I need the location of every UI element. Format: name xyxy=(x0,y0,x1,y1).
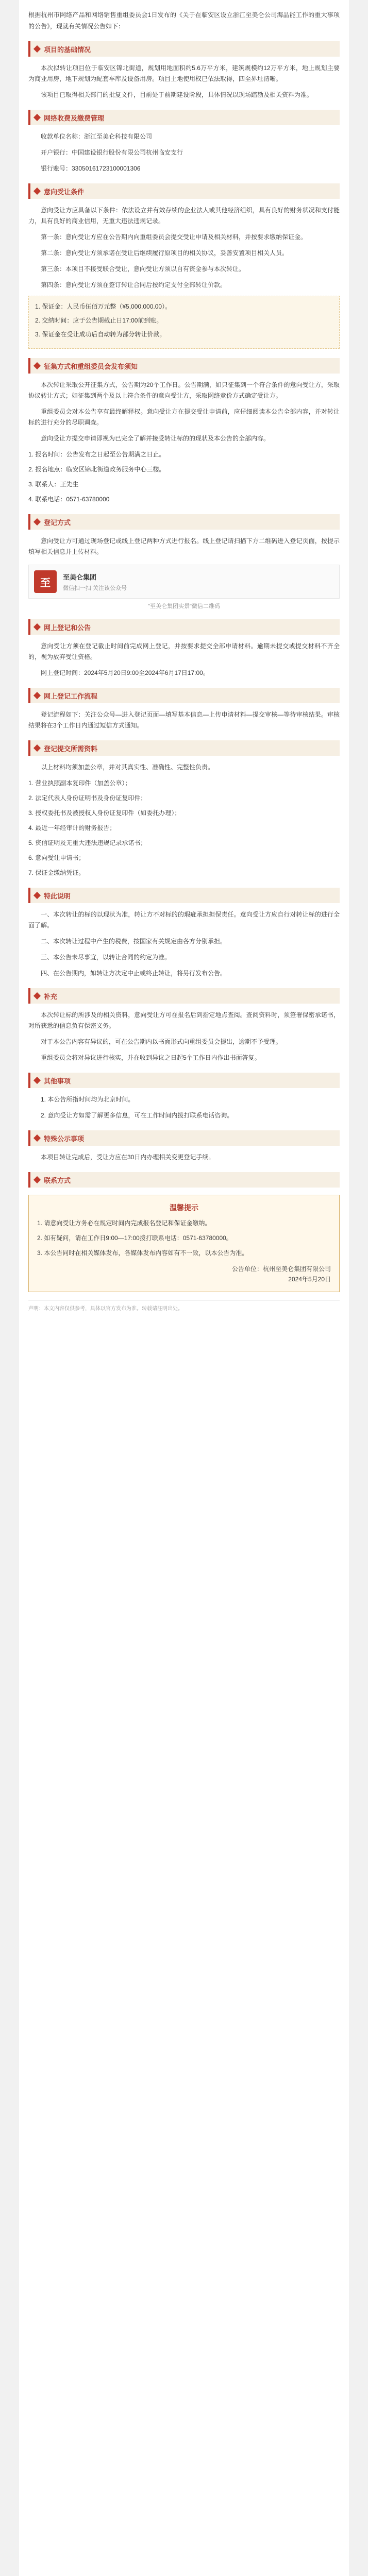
account-subtitle: 微信扫一扫 关注该公众号 xyxy=(63,585,127,591)
list-item: 3. 授权委托书及被授权人身份证复印件（如委托办理）； xyxy=(28,809,181,817)
diamond-icon xyxy=(34,188,41,195)
section-paragraph: 一、本次转让的标的以现状为准，转让方不对标的的瑕疵承担担保责任。意向受让方应自行对转让标的进行全面了解。 xyxy=(28,911,340,929)
section-paragraph: 网上登记时间：2024年5月20日9:00至2024年6月17日17:00。 xyxy=(41,669,209,676)
sections-part-1 xyxy=(28,41,340,557)
diamond-icon xyxy=(34,744,41,752)
section-title xyxy=(28,41,340,57)
notice-paragraph: 1. 请意向受让方务必在规定时间内完成报名登记和保证金缴纳。 xyxy=(37,1219,211,1227)
section-paragraph: 登记流程如下：关注公众号—进入登记页面—填写基本信息—上传申请材料—提交审核—等待审核结果。审核结果将在3个工作日内通过短信方式通知。 xyxy=(28,711,340,729)
section-title xyxy=(28,514,340,530)
qr-caption: "至美仑集团实景"微信二维码 xyxy=(148,603,220,609)
list-item: 2. 报名地点：临安区锦北街道政务服务中心三楼。 xyxy=(28,466,165,473)
list-item: 5. 资信证明及无重大违法违规记录承诺书； xyxy=(28,839,147,846)
diamond-icon xyxy=(34,114,41,121)
sections-part-2 xyxy=(28,619,340,1188)
intro-text: 根据杭州市网络产品和网络销售重组委员会1日发布的《关于在临安区设立浙江至美仑公司海晶能工作的重大事项的公告》，现就有关情况公告如下： xyxy=(28,11,340,30)
highlight-line: 3. 保证金在受让成功后自动转为部分转让价款。 xyxy=(35,331,166,338)
section-paragraph: 2. 意向受让方如需了解更多信息，可在工作时间内拨打联系电话咨询。 xyxy=(41,1112,233,1119)
list-item: 4. 联系电话：0571-63780000 xyxy=(28,496,110,503)
diamond-icon xyxy=(34,623,41,631)
notice-paragraph: 3. 本公告同时在相关媒体发布，各媒体发布内容如有不一致，以本公告为准。 xyxy=(37,1249,248,1257)
section-paragraph: 三、本公告未尽事宜，以转让合同的约定为准。 xyxy=(41,954,171,961)
section-paragraph: 意向受让方可通过现场登记或线上登记两种方式进行报名。线上登记请扫描下方二维码进入登记页面，按提示填写相关信息并上传材料。 xyxy=(28,537,340,555)
section-title xyxy=(28,740,340,756)
section-paragraph: 银行账号：33050161723100001306 xyxy=(41,165,141,172)
section-title-text: 意向受让条件 xyxy=(44,188,85,196)
qr-card[interactable] xyxy=(28,565,340,599)
section-title xyxy=(28,1073,340,1088)
diamond-icon xyxy=(34,362,41,369)
section-title-text: 项目的基础情况 xyxy=(44,45,91,54)
section-paragraph: 本次转让采取公开征集方式，公告期为20个工作日。公告期满，如只征集到一个符合条件的意向受让方，采取协议转让方式；如征集到两个及以上符合条件的意向受让方，采取网络竞价方式确定受让方。 xyxy=(28,381,340,399)
section-paragraph: 意向受让方提交申请即视为已完全了解并接受转让标的的现状及本公告的全部内容。 xyxy=(41,435,270,442)
section-title-text: 网上登记和公告 xyxy=(44,623,91,632)
section-title-text: 网络收费及缴费管理 xyxy=(44,114,105,122)
section-paragraph: 该项目已取得相关部门的批复文件，目前处于前期建设阶段，具体情况以现场踏勘及相关资料为准。 xyxy=(41,91,313,98)
highlight-line: 2. 交纳时间：应于公告期截止日17:00前到账。 xyxy=(35,317,163,324)
section-title-text: 网上登记工作流程 xyxy=(44,692,98,700)
section-title xyxy=(28,183,340,199)
notice-box xyxy=(28,1195,340,1292)
account-logo-icon: 至 xyxy=(34,570,57,593)
section-paragraph: 以上材料均须加盖公章，并对其真实性、准确性、完整性负责。 xyxy=(41,764,214,771)
list-item: 3. 联系人：王先生 xyxy=(28,481,79,488)
diamond-icon xyxy=(34,1134,41,1142)
notice-paragraphs xyxy=(37,1218,331,1259)
section-title xyxy=(28,988,340,1004)
section-paragraph: 对于本公告内容有异议的，可在公告期内以书面形式向重组委员会提出，逾期不予受理。 xyxy=(41,1038,282,1045)
list-item: 1. 报名时间：公告发布之日起至公告期满之日止。 xyxy=(28,451,165,458)
section-paragraph: 1. 本公告所指时间均为北京时间。 xyxy=(41,1096,135,1103)
list-item: 7. 保证金缴纳凭证。 xyxy=(28,869,85,876)
notice-sign-date: 2024年5月20日 xyxy=(288,1276,331,1283)
section-paragraph: 第四条：意向受让方须在签订转让合同后按约定支付全部转让价款。 xyxy=(41,281,227,289)
section-title xyxy=(28,1130,340,1146)
article xyxy=(19,0,349,2576)
section-title-text: 补充 xyxy=(44,992,58,1001)
section-title xyxy=(28,619,340,635)
section-paragraph: 本次转让标的所涉及的相关资料，意向受让方可在报名后到指定地点查阅。查阅资料时，须签署保密承诺书，对所获悉的信息负有保密义务。 xyxy=(28,1011,340,1029)
diamond-icon xyxy=(34,892,41,899)
section-paragraph: 四、在公告期内，如转让方决定中止或终止转让，将另行发布公告。 xyxy=(41,970,227,977)
section-title xyxy=(28,358,340,374)
diamond-icon xyxy=(34,518,41,526)
section-paragraph: 本次拟转让项目位于临安区锦北街道，规划用地面积约5.6万平方米，建筑规模约12万平方米，地上规划主要为商业用房，地下规划为配套车库及设备用房。项目土地使用权已依法取得，四至界址清晰。 xyxy=(28,64,340,82)
notice-sign-org: 公告单位：杭州至美仑集团有限公司 xyxy=(231,1265,331,1273)
account-name: 至美仑集团 xyxy=(63,573,97,581)
section-paragraph: 第三条：本项目不接受联合受让，意向受让方须以自有资金参与本次转让。 xyxy=(41,265,245,273)
section-paragraph: 二、本次转让过程中产生的税费，按国家有关规定由各方分别承担。 xyxy=(41,938,227,945)
diamond-icon xyxy=(34,692,41,699)
section-title xyxy=(28,688,340,703)
section-title xyxy=(28,888,340,903)
list-item: 6. 意向受让申请书； xyxy=(28,854,85,861)
section-paragraph: 重组委员会将对异议进行核实，并在收到异议之日起5个工作日内作出书面答复。 xyxy=(41,1054,261,1061)
list-item: 2. 法定代表人身份证明书及身份证复印件； xyxy=(28,794,147,802)
list-item: 1. 营业执照副本复印件（加盖公章）； xyxy=(28,779,131,787)
section-title xyxy=(28,110,340,125)
highlight-line: 1. 保证金：人民币伍佰万元整（¥5,000,000.00）。 xyxy=(35,303,172,310)
section-paragraph: 意向受让方应具备以下条件：依法设立并有效存续的企业法人或其他经济组织，具有良好的财务状况和支付能力，具有良好的商业信用，无重大违法违规记录。 xyxy=(28,207,340,225)
diamond-icon xyxy=(34,992,41,999)
section-title-text: 征集方式和重组委员会发布须知 xyxy=(44,362,138,370)
section-paragraph: 意向受让方须在登记截止时间前完成网上登记，并按要求提交全部申请材料。逾期未提交或提交材料不齐全的，视为放弃受让资格。 xyxy=(28,642,340,660)
notice-paragraph: 2. 如有疑问，请在工作日9:00—17:00拨打联系电话：0571-63780000。 xyxy=(37,1234,232,1242)
diamond-icon xyxy=(34,1176,41,1183)
section-paragraph: 重组委员会对本公告享有最终解释权。意向受让方在提交受让申请前，应仔细阅读本公告全部内容，并对转让标的进行充分的尽职调查。 xyxy=(28,408,340,426)
section-title-text: 特殊公示事项 xyxy=(44,1134,85,1143)
section-paragraph: 本项目转让完成后，受让方应在30日内办理相关变更登记手续。 xyxy=(41,1154,215,1161)
section-title-text: 登记方式 xyxy=(44,518,71,527)
section-paragraph: 第一条：意向受让方应在公告期内向重组委员会提交受让申请及相关材料，并按要求缴纳保证金。 xyxy=(41,233,307,241)
section-title xyxy=(28,1172,340,1188)
list-item: 4. 最近一年经审计的财务报告； xyxy=(28,824,116,832)
footer-disclaimer: 声明：本文内容仅供参考，具体以官方发布为准。转载请注明出处。 xyxy=(28,1300,340,1313)
notice-title: 温馨提示 xyxy=(170,1204,198,1212)
section-title-text: 登记提交所需资料 xyxy=(44,744,98,753)
section-paragraph: 开户银行：中国建设银行股份有限公司杭州临安支行 xyxy=(41,149,183,156)
section-title-text: 特此说明 xyxy=(44,892,71,900)
diamond-icon xyxy=(34,1077,41,1084)
diamond-icon xyxy=(34,45,41,53)
section-title-text: 其他事项 xyxy=(44,1077,71,1085)
highlight-box xyxy=(28,296,340,349)
section-title-text: 联系方式 xyxy=(44,1176,71,1184)
section-paragraph: 第二条：意向受让方须承诺在受让后继续履行原项目的相关协议，妥善安置项目相关人员。 xyxy=(41,249,289,257)
notice-sign xyxy=(37,1264,331,1284)
section-paragraph: 收款单位名称：浙江至美仑科技有限公司 xyxy=(41,133,153,140)
